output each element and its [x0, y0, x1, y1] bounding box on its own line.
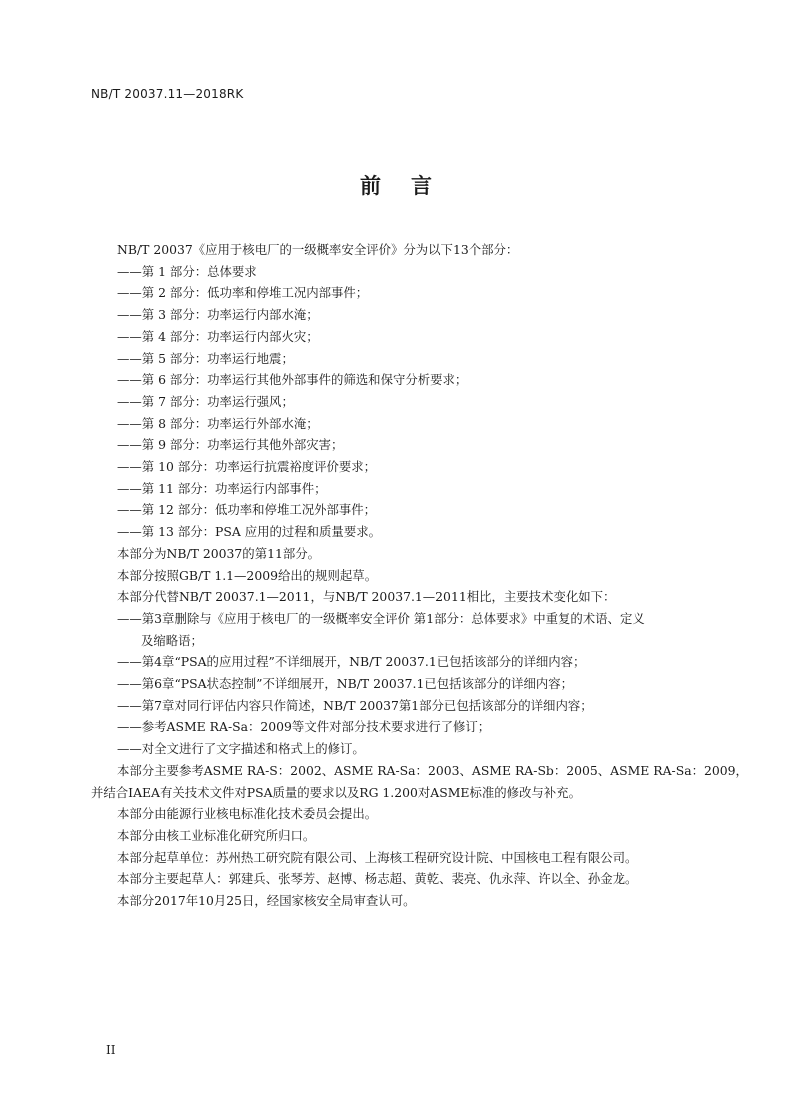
part-list-item: ——第 6 部分：功率运行其他外部事件的筛选和保守分析要求；	[117, 372, 468, 388]
replaces-paragraph: 本部分代替NB/T 20037.1—2011，与NB/T 20037.1—2011相比，主要技术变化如下：	[117, 589, 616, 605]
drafting-units-paragraph: 本部分起草单位：苏州热工研究院有限公司、上海核工程研究设计院、中国核电工程有限公司。	[117, 849, 638, 865]
part-list-item: ——第 12 部分：低功率和停堆工况外部事件；	[117, 502, 377, 518]
part-list-item: ——第 2 部分：低功率和停堆工况内部事件；	[117, 285, 369, 301]
references-paragraph: 本部分主要参考ASME RA-S：2002、ASME RA-Sa：2003、ASME RA-Sb：2005、ASME RA-Sa：2009，	[117, 762, 748, 778]
change-item: ——第6章“PSA状态控制”不详细展开，NB/T 20037.1已包括该部分的详细内容；	[117, 676, 574, 692]
drafters-paragraph: 本部分主要起草人：郭建兵、张琴芳、赵博、杨志超、黄乾、裴亮、仇永萍、许以全、孙金龙。	[117, 871, 638, 887]
part-list-item: ——第 4 部分：功率运行内部火灾；	[117, 328, 319, 344]
part-list-item: ——第 1 部分：总体要求	[117, 263, 257, 279]
part-list-item: ——第 7 部分：功率运行强风；	[117, 393, 294, 409]
centralized-paragraph: 本部分由核工业标准化研究所归口。	[117, 827, 316, 843]
change-item: ——第3章删除与《应用于核电厂的一级概率安全评价 第1部分：总体要求》中重复的术语、定义	[117, 610, 645, 626]
change-item-continuation	[91, 630, 713, 652]
intro-paragraph: NB/T 20037《应用于核电厂的一级概率安全评价》分为以下13个部分：	[117, 242, 519, 257]
part-list-item: ——第 3 部分：功率运行内部水淹；	[117, 307, 319, 323]
page-number: II	[106, 1043, 116, 1057]
part-list-item: ——第 11 部分：功率运行内部事件；	[117, 480, 327, 496]
document-code: NB/T 20037.11—2018RK	[91, 87, 244, 101]
change-item: ——参考ASME RA-Sa：2009等文件对部分技术要求进行了修订；	[117, 719, 491, 735]
part-list-item: ——第 8 部分：功率运行外部水淹；	[117, 415, 319, 431]
part-list-item: ——第 10 部分：功率运行抗震裕度评价要求；	[117, 459, 377, 475]
part-list-item: ——第 13 部分：PSA 应用的过程和质量要求。	[117, 524, 381, 540]
change-item-continuation-text: 及缩略语；	[141, 632, 203, 648]
proposed-paragraph: 本部分由能源行业核电标准化技术委员会提出。	[117, 806, 378, 822]
change-item: ——第4章“PSA的应用过程”不详细展开，NB/T 20037.1已包括该部分的详细内容；	[117, 654, 586, 670]
part-of-paragraph: 本部分为NB/T 20037的第11部分。	[117, 545, 321, 561]
drafted-paragraph: 本部分按照GB/T 1.1—2009给出的规则起草。	[117, 567, 378, 583]
part-list-item: ——第 9 部分：功率运行其他外部灾害；	[117, 437, 344, 453]
references-paragraph-continuation: 并结合IAEA有关技术文件对PSA质量的要求以及RG 1.200对ASME标准的修改与补充。	[91, 784, 581, 800]
change-item: ——第7章对同行评估内容只作简述，NB/T 20037第1部分已包括该部分的详细内容；	[117, 697, 593, 713]
part-list-item: ——第 5 部分：功率运行地震；	[117, 350, 294, 366]
change-item: ——对全文进行了文字描述和格式上的修订。	[117, 741, 365, 757]
approval-paragraph: 本部分2017年10月25日，经国家核安全局审查认可。	[117, 893, 416, 909]
page-title: 前言	[360, 174, 462, 198]
document-body	[91, 239, 748, 912]
